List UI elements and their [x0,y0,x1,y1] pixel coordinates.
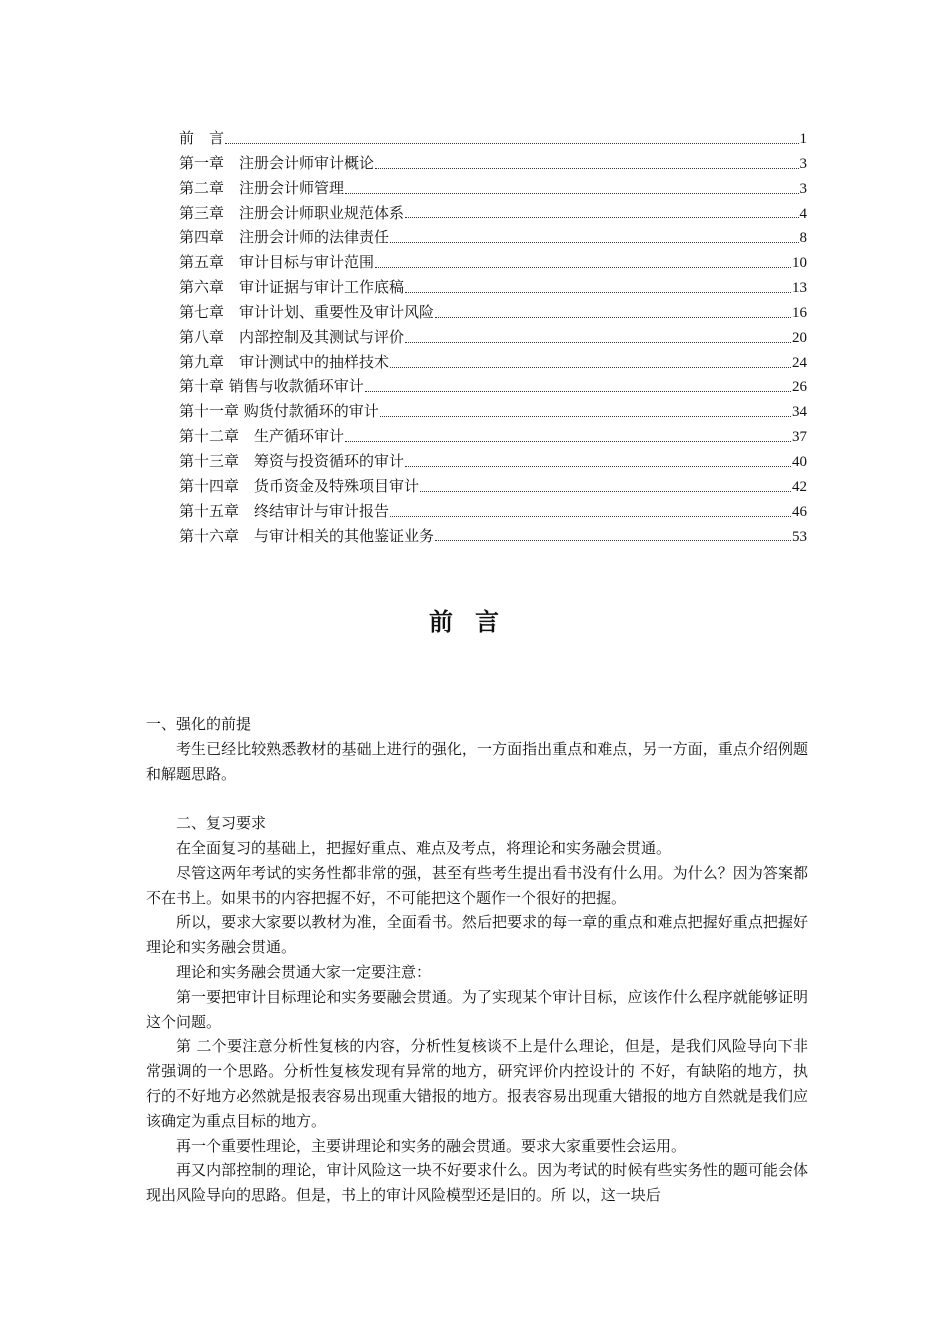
toc-page-number: 37 [792,429,807,446]
toc-leader [225,143,798,144]
toc-label: 第三章 注册会计师职业规范体系 [179,203,405,222]
toc-leader [390,242,798,243]
toc-page-number: 13 [792,280,807,297]
toc-entry[interactable] [179,474,807,499]
toc-leader [345,193,798,194]
toc-label: 前 言 [179,129,225,147]
paragraph: 在全面复习的基础上，把握好重点、难点及考点，将理论和实务融会贯通。 [176,838,672,857]
toc-label: 第十五章 终结审计与审计报告 [179,501,390,520]
toc-leader [405,217,798,218]
toc-page-number: 42 [792,478,807,495]
toc-label: 第十二章 生产循环审计 [179,427,345,446]
toc-page-number: 10 [792,255,807,272]
table-of-contents [179,126,807,548]
toc-leader [405,342,791,343]
toc-leader [345,441,791,442]
toc-label: 第十章 销售与收款循环审计 [179,377,364,396]
toc-page-number: 3 [799,180,807,197]
toc-page-number: 26 [792,379,807,396]
toc-entry[interactable] [179,350,807,375]
toc-page-number: 8 [799,230,807,247]
toc-entry[interactable] [179,275,807,300]
toc-leader [390,516,791,517]
toc-leader [420,491,791,492]
toc-page-number: 20 [792,329,807,346]
toc-page-number: 3 [799,155,807,172]
toc-leader [390,367,791,368]
toc-entry[interactable] [179,225,807,250]
toc-entry[interactable] [179,126,807,151]
paragraph: 理论和实务融会贯通大家一定要注意： [176,962,432,981]
paragraph: 第 二个要注意分析性复核的内容，分析性复核谈不上是什么理论，但是，是我们风险导向下非常强调的一个思路。分析性复核发现有异常的地方，研究评价内控设计的 不好，有缺陷的地方，执行的不好地方必然就是报表容易出现重大错报的地方。报表容易出现重大错报的地方自然就是我们应该确定为重点目标的地方。 [146,1037,808,1130]
toc-entry[interactable] [179,499,807,524]
toc-entry[interactable] [179,524,807,549]
toc-page-number: 46 [792,503,807,520]
toc-leader [435,540,791,541]
paragraph: 第一要把审计目标理论和实务要融会贯通。为了实现某个审计目标，应该作什么程序就能够证明这个问题。 [146,987,808,1031]
toc-label: 第十三章 筹资与投资循环的审计 [179,451,405,470]
toc-page-number: 53 [792,528,807,545]
toc-leader [405,292,791,293]
toc-page-number: 16 [792,304,807,321]
toc-entry[interactable] [179,201,807,226]
toc-leader [435,317,791,318]
toc-label: 第十一章 购货付款循环的审计 [179,402,379,421]
toc-label: 第五章 审计目标与审计范围 [179,253,375,272]
section-heading-premise: 一、强化的前提 [146,715,252,733]
paragraph: 尽管这两年考试的实务性都非常的强，甚至有些考生提出看书没有什么用。为什么？因为答案都不在书上。如果书的内容把握不好，不可能把这个题作一个很好的把握。 [146,863,808,907]
toc-entry[interactable] [179,399,807,424]
paragraph: 再一个重要性理论，主要讲理论和实务的融会贯通。要求大家重要性会运用。 [176,1136,687,1155]
toc-label: 第六章 审计证据与审计工作底稿 [179,278,405,297]
toc-entry[interactable] [179,424,807,449]
toc-label: 第十六章 与审计相关的其他鉴证业务 [179,526,435,545]
toc-label: 第一章 注册会计师审计概论 [179,153,375,172]
section-heading-requirements: 二、复习要求 [176,814,267,833]
paragraph: 再又内部控制的理论，审计风险这一块不好要求什么。因为考试的时候有些实务性的题可能会体现出风险导向的思路。但是，书上的审计风险模型还是旧的。所 以，这一块后 [146,1161,808,1205]
toc-label: 第八章 内部控制及其测试与评价 [179,327,405,346]
toc-label: 第七章 审计计划、重要性及审计风险 [179,302,435,321]
toc-label: 第四章 注册会计师的法律责任 [179,228,390,247]
toc-entry[interactable] [179,449,807,474]
toc-label: 第二章 注册会计师管理 [179,178,345,197]
toc-entry[interactable] [179,300,807,325]
toc-entry[interactable] [179,250,807,275]
toc-page-number: 24 [792,354,807,371]
toc-page-number: 34 [792,404,807,421]
toc-page-number: 4 [799,205,807,222]
toc-label: 第十四章 货币资金及特殊项目审计 [179,476,420,495]
toc-entry[interactable] [179,151,807,176]
toc-leader [365,391,791,392]
paragraph: 所以，要求大家要以教材为准，全面看书。然后把要求的每一章的重点和难点把握好重点把握好理论和实务融会贯通。 [146,913,808,957]
paragraph: 考生已经比较熟悉教材的基础上进行的强化，一方面指出重点和难点，另一方面，重点介绍例题和解题思路。 [146,739,808,783]
preface-body [146,712,808,1208]
toc-page-number: 40 [792,453,807,470]
toc-entry[interactable] [179,176,807,201]
preface-title: 前言 [429,608,521,636]
toc-leader [375,267,791,268]
toc-leader [380,416,791,417]
paragraph-spacer [146,786,808,811]
toc-page-number: 1 [799,131,807,147]
toc-leader [375,168,798,169]
toc-entry[interactable] [179,374,807,399]
toc-leader [405,466,791,467]
toc-label: 第九章 审计测试中的抽样技术 [179,352,390,371]
toc-entry[interactable] [179,325,807,350]
